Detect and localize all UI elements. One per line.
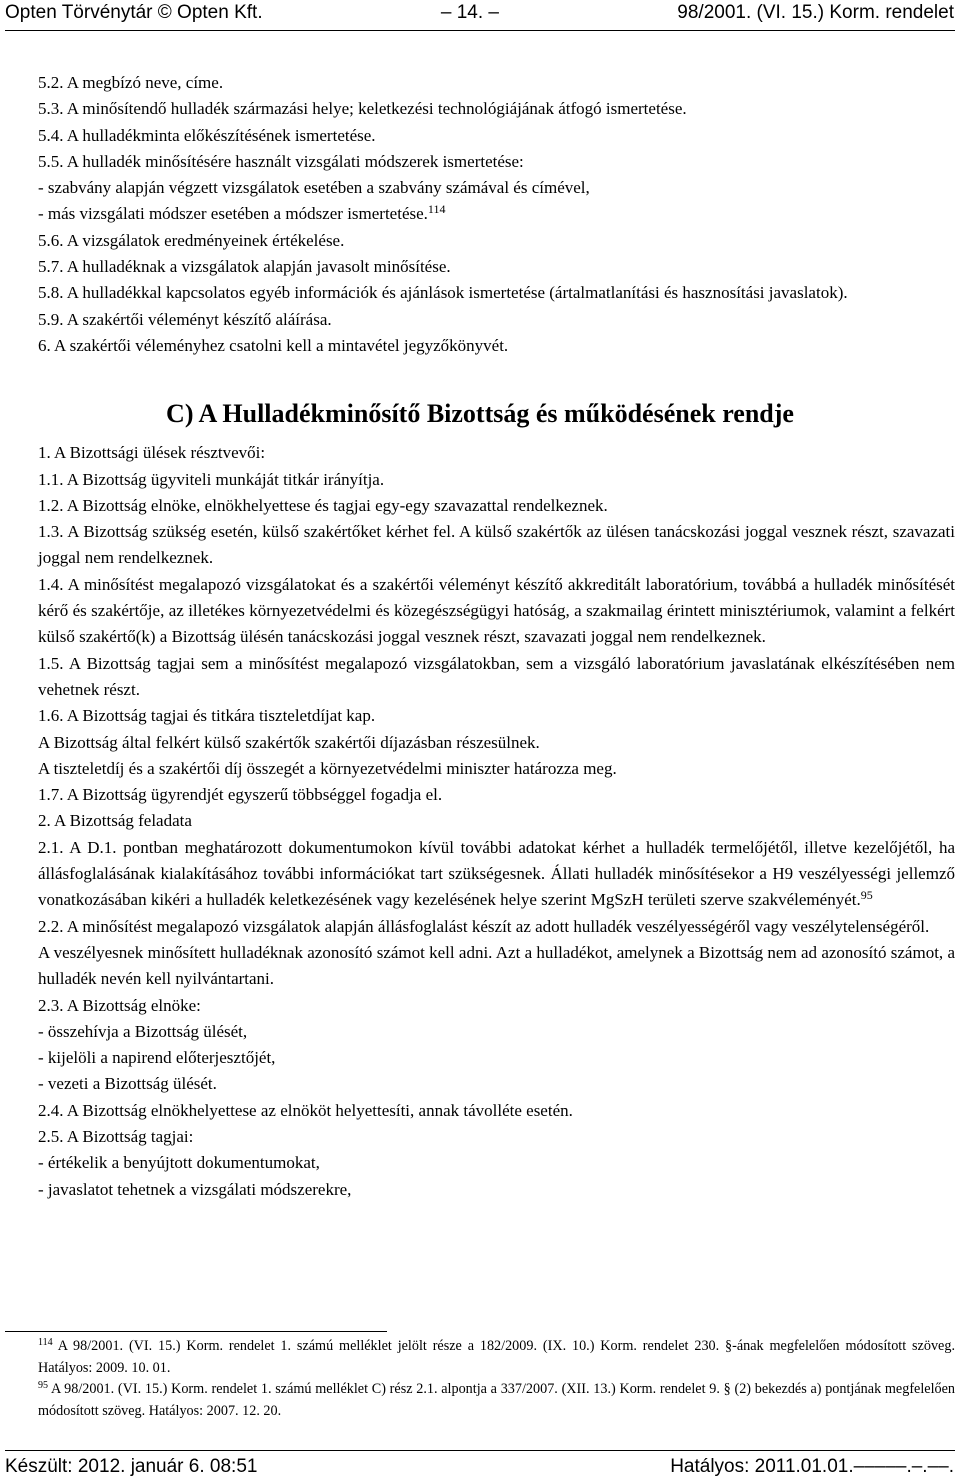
list-item: - kijelöli a napirend előterjesztőjét,	[38, 1048, 276, 1068]
footnote-text: A 98/2001. (VI. 15.) Korm. rendelet 1. számú melléklet C) rész 2.1. alpontja a 337/2007. (XII. 13.) Korm. rendelet 9. § (2) bekezdés a) pontjának megfelelően módosított szöveg. Hatályos: 2007. 12. 20.	[38, 1381, 956, 1419]
page-header	[5, 0, 954, 25]
header-rule	[5, 30, 955, 31]
document-body	[5, 70, 955, 1203]
list-item-text: - más vizsgálati módszer esetében a módszer ismertetése.	[38, 204, 428, 224]
header-regulation: 98/2001. (VI. 15.) Korm. rendelet	[677, 2, 954, 23]
footnote-number: 114	[38, 1337, 53, 1348]
paragraph: 6. A szakértői véleményhez csatolni kell a mintavétel jegyzőkönyvét.	[38, 335, 509, 355]
list-item: - szabvány alapján végzett vizsgálatok esetében a szabvány számával és címével,	[38, 178, 590, 198]
footer-effective: Hatályos: 2011.01.01.–––––.–.––.	[670, 1456, 954, 1477]
paragraph: A tiszteletdíj és a szakértői díj összegét a környezetvédelmi miniszter határozza meg.	[38, 758, 617, 778]
paragraph: 2.3. A Bizottság elnöke:	[38, 995, 201, 1015]
page-footer	[5, 1455, 954, 1479]
footer-created: Készült: 2012. január 6. 08:51	[5, 1456, 258, 1477]
paragraph: 1.2. A Bizottság elnöke, elnökhelyettese és tagjai egy-egy szavazattal rendelkeznek.	[38, 495, 608, 515]
list-item: - javaslatot tehetnek a vizsgálati módszerekre,	[38, 1179, 352, 1199]
paragraph: 2.5. A Bizottság tagjai:	[38, 1126, 194, 1146]
list-item	[5, 201, 955, 227]
footnote	[5, 1379, 955, 1422]
paragraph: 5.7. A hulladéknak a vizsgálatok alapján javasolt minősítése.	[38, 257, 451, 277]
footnotes	[5, 1336, 955, 1422]
section-title: C) A Hulladékminősítő Bizottság és működésének rendje	[166, 399, 794, 429]
paragraph: 1. A Bizottsági ülések résztvevői:	[38, 443, 266, 463]
paragraph: A Bizottság által felkért külső szakértők szakértői díjazásban részesülnek.	[38, 732, 540, 752]
paragraph: 1.6. A Bizottság tagjai és titkára tiszteletdíjat kap.	[38, 706, 376, 726]
footnote-number: 95	[38, 1380, 48, 1391]
paragraph: 5.4. A hulladékminta előkészítésének ismertetése.	[38, 125, 376, 145]
paragraph-text: 2.1. A D.1. pontban meghatározott dokumentumokon kívül további adatokat kérhet a hulladék termelőjétől, illetve kezelőjétől, ha állásfoglalásának kialakításához további információkat tart szükségesnek. Állati hulladék minősítésekor a H9 veszélyességi jellemző vonatkozásában kikéri a hulladék keletkezésének vagy kezelésének helye szerint MgSzH területi szerve szakvéleményét.	[38, 837, 955, 910]
footnote-rule	[5, 1331, 387, 1332]
paragraph: 2.4. A Bizottság elnökhelyettese az elnököt helyettesíti, annak távolléte esetén.	[38, 1100, 573, 1120]
paragraph: 5.8. A hulladékkal kapcsolatos egyéb információk és ajánlások ismertetése (ártalmatlanítási és hasznosítási javaslatok).	[38, 283, 848, 303]
list-item: - vezeti a Bizottság ülését.	[38, 1074, 217, 1094]
paragraph: 1.1. A Bizottság ügyviteli munkáját titkár irányítja.	[38, 469, 385, 489]
list-item: - értékelik a benyújtott dokumentumokat,	[38, 1153, 320, 1173]
paragraph: 5.5. A hulladék minősítésére használt vizsgálati módszerek ismertetése:	[38, 151, 524, 171]
header-publisher: Opten Törvénytár © Opten Kft.	[5, 2, 263, 23]
paragraph: 2. A Bizottság feladata	[38, 811, 192, 831]
paragraph: 5.9. A szakértői véleményt készítő aláírása.	[38, 309, 332, 329]
footnote-text: A 98/2001. (VI. 15.) Korm. rendelet 1. számú melléklet jelölt része a 182/2009. (IX. 10.) Korm. rendelet 230. §-ának megfelelően módosított szöveg. Hatályos: 2009. 10. 01.	[38, 1338, 955, 1376]
footnote-ref-95[interactable]: 95	[860, 888, 873, 903]
paragraph: 1.4. A minősítést megalapozó vizsgálatokat és a szakértői véleményt készítő akkreditált laboratórium, továbbá a hulladék minősítését kérő és szakértője, az illetékes környezetvédelmi és közegészségügyi hatóság, a szakmailag érintett minisztériumok, valamint a felkért külső szakértő(k) a Bizottság ülésén tanácskozási joggal vesznek részt, szavazati joggal nem rendelkeznek.	[38, 574, 955, 647]
paragraph: 5.2. A megbízó neve, címe.	[38, 73, 224, 92]
paragraph: A veszélyesnek minősített hulladéknak azonosító számot kell adni. Azt a hulladékot, amelynek a Bizottság nem ad azonosító számot, a hulladék nevén kell nyilvántartani.	[38, 942, 955, 989]
paragraph: 5.6. A vizsgálatok eredményeinek értékelése.	[38, 230, 345, 250]
paragraph	[5, 835, 955, 914]
paragraph: 1.3. A Bizottság szükség esetén, külső szakértőket kérhet fel. A külső szakértők az ülésen tanácskozási joggal vesznek részt, szavazati joggal nem rendelkeznek.	[38, 522, 955, 568]
footnote-ref-114[interactable]: 114	[427, 202, 446, 217]
list-item: - összehívja a Bizottság ülését,	[38, 1021, 248, 1041]
footer-rule	[5, 1450, 955, 1451]
paragraph: 1.7. A Bizottság ügyrendjét egyszerű többséggel fogadja el.	[38, 785, 443, 805]
paragraph: 1.5. A Bizottság tagjai sem a minősítést megalapozó vizsgálatokban, sem a vizsgáló laboratórium javaslatának elkészítésében nem vehetnek részt.	[38, 653, 955, 699]
paragraph: 5.3. A minősítendő hulladék származási helye; keletkezési technológiájának átfogó ismertetése.	[38, 99, 687, 119]
paragraph: 2.2. A minősítést megalapozó vizsgálatok alapján állásfoglalást készít az adott hulladék veszélyességéről vagy veszélytelenségéről.	[38, 916, 930, 936]
footnote	[5, 1336, 955, 1379]
header-page-number: – 14. –	[440, 2, 499, 23]
